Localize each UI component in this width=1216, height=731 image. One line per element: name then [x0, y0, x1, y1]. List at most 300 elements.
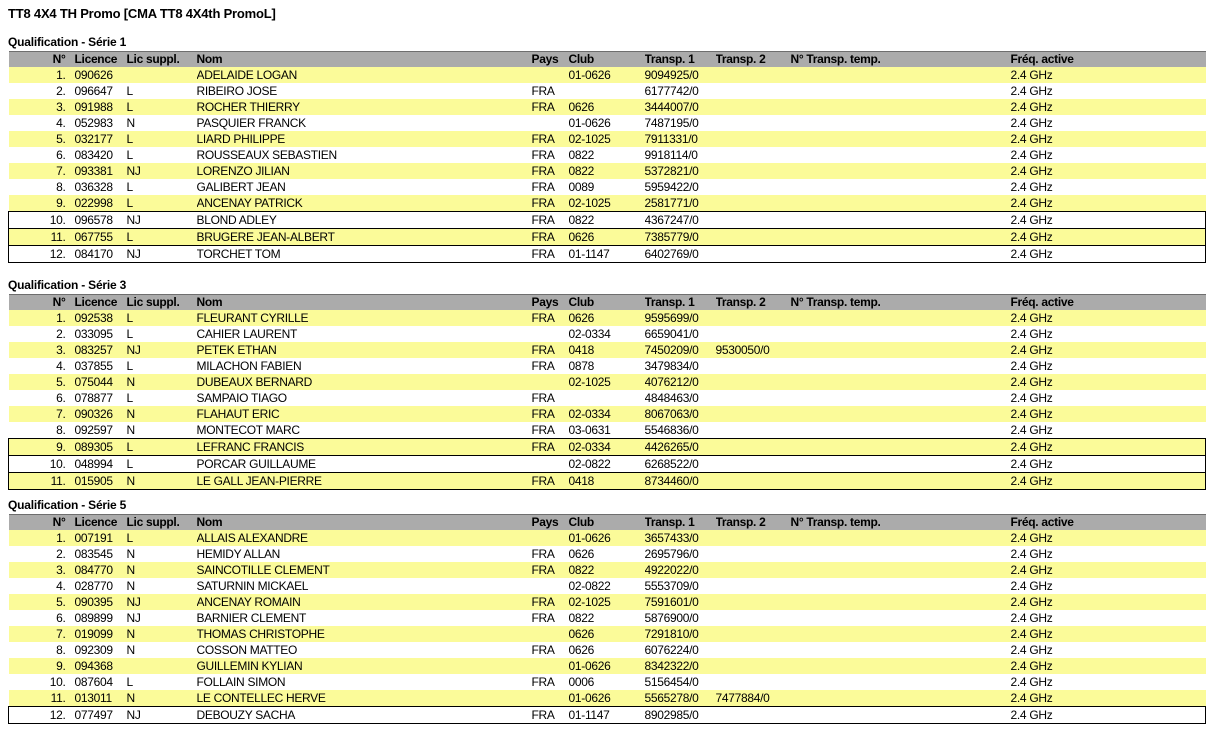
cell-transp1: 6268522/0	[645, 456, 716, 473]
cell-freq: 2.4 GHz	[1011, 195, 1206, 212]
cell-num: 4.	[56, 579, 66, 593]
cell-freq: 2.4 GHz	[1011, 163, 1206, 179]
table-row	[9, 131, 1206, 147]
cell-freq: 2.4 GHz	[1011, 422, 1206, 439]
cell-freq: 2.4 GHz	[1010, 180, 1053, 194]
cell-transp-temp	[791, 342, 1011, 358]
cell-licence: 013011	[69, 690, 126, 707]
table-row	[9, 229, 1206, 246]
cell-transp-temp	[791, 246, 1011, 263]
table-row	[9, 342, 1206, 358]
qualification-table	[8, 514, 1206, 724]
cell-transp-temp	[791, 326, 1011, 342]
cell-transp-temp	[791, 642, 1011, 658]
cell-pays	[532, 67, 569, 83]
cell-lic-suppl: NJ	[126, 246, 197, 263]
cell-num: 6.	[56, 148, 66, 162]
cell-transp-temp	[791, 115, 1011, 131]
cell-lic-suppl: NJ	[126, 611, 141, 625]
column-header-num: N°	[9, 515, 69, 531]
cell-lic-suppl: L	[126, 359, 133, 373]
cell-transp2	[716, 163, 791, 179]
cell-lic-suppl: L	[126, 229, 197, 246]
cell-lic-suppl: L	[126, 456, 197, 473]
column-header-transp1: Transp. 1	[645, 52, 716, 68]
cell-licence: 083545	[74, 547, 113, 561]
table-row	[9, 610, 1206, 626]
cell-transp-temp	[791, 358, 1011, 374]
cell-nom: HEMIDY ALLAN	[196, 547, 281, 561]
cell-num: 7.	[9, 626, 69, 642]
cell-freq: 2.4 GHz	[1010, 579, 1053, 593]
cell-nom: TORCHET TOM	[197, 246, 532, 263]
cell-transp2	[716, 406, 791, 422]
cell-num: 1.	[9, 310, 69, 326]
cell-club: 0626	[569, 626, 645, 642]
cell-pays: FRA	[532, 246, 569, 263]
cell-transp2	[716, 562, 791, 578]
cell-transp-temp	[791, 707, 1011, 724]
cell-club: 01-0626	[569, 530, 645, 546]
cell-transp1: 5553709/0	[644, 579, 699, 593]
cell-freq: 2.4 GHz	[1011, 406, 1206, 422]
cell-club: 02-0334	[569, 406, 645, 422]
cell-transp-temp	[791, 83, 1011, 99]
cell-transp-temp	[791, 674, 1011, 690]
cell-transp2	[716, 658, 791, 674]
cell-transp2	[716, 246, 791, 263]
cell-num: 10.	[9, 212, 69, 229]
table-body	[9, 310, 1206, 490]
cell-licence: 015905	[69, 473, 126, 490]
table-row	[9, 390, 1206, 406]
cell-nom: COSSON MATTEO	[196, 643, 298, 657]
table-row	[9, 195, 1206, 212]
cell-nom: BRUGERE JEAN-ALBERT	[197, 229, 532, 246]
cell-num: 6.	[56, 611, 66, 625]
cell-nom: GUILLEMIN KYLIAN	[197, 658, 532, 674]
cell-freq: 2.4 GHz	[1010, 675, 1053, 689]
cell-transp1: 8067063/0	[645, 406, 716, 422]
cell-licence: 094368	[69, 658, 126, 674]
cell-lic-suppl	[126, 658, 197, 674]
cell-club: 02-0334	[569, 439, 645, 456]
cell-lic-suppl: NJ	[126, 163, 197, 179]
cell-licence: 036328	[74, 180, 113, 194]
cell-transp-temp	[791, 406, 1011, 422]
cell-transp2	[716, 626, 791, 642]
cell-transp2	[716, 147, 791, 163]
cell-transp1: 3444007/0	[645, 99, 716, 115]
table-row	[9, 147, 1206, 163]
table-row	[9, 690, 1206, 707]
cell-pays: FRA	[531, 84, 555, 98]
cell-lic-suppl: L	[126, 439, 197, 456]
cell-pays	[532, 658, 569, 674]
cell-club: 0418	[569, 342, 645, 358]
cell-transp2	[716, 439, 791, 456]
cell-transp-temp	[791, 310, 1011, 326]
cell-freq: 2.4 GHz	[1011, 658, 1206, 674]
section-title: Qualification - Série 5	[8, 498, 127, 512]
cell-lic-suppl: NJ	[126, 212, 197, 229]
cell-club: 0626	[568, 547, 594, 561]
cell-transp2	[716, 358, 791, 374]
cell-nom: LEFRANC FRANCIS	[197, 439, 532, 456]
cell-transp1: 3479834/0	[644, 359, 699, 373]
cell-lic-suppl: N	[126, 579, 135, 593]
cell-licence: 078877	[74, 391, 113, 405]
cell-club: 02-1025	[569, 594, 645, 610]
cell-lic-suppl: N	[126, 473, 197, 490]
cell-nom: SAINCOTILLE CLEMENT	[197, 562, 532, 578]
table-row	[9, 626, 1206, 642]
cell-transp1: 7450209/0	[645, 342, 716, 358]
cell-pays: FRA	[532, 229, 569, 246]
cell-transp2	[716, 99, 791, 115]
cell-transp-temp	[791, 546, 1011, 562]
cell-lic-suppl: NJ	[126, 594, 197, 610]
cell-lic-suppl: L	[126, 195, 197, 212]
cell-num: 2.	[56, 327, 66, 341]
cell-nom: ADELAIDE LOGAN	[197, 67, 532, 83]
cell-num: 8.	[56, 180, 66, 194]
cell-transp1: 9094925/0	[645, 67, 716, 83]
column-header-club: Club	[569, 52, 645, 68]
cell-transp-temp	[791, 690, 1011, 707]
cell-nom: MONTECOT MARC	[197, 422, 532, 439]
cell-transp1: 7291810/0	[645, 626, 716, 642]
cell-freq: 2.4 GHz	[1011, 594, 1206, 610]
cell-transp-temp	[791, 131, 1011, 147]
cell-lic-suppl: L	[126, 530, 197, 546]
cell-freq: 2.4 GHz	[1011, 99, 1206, 115]
cell-num: 5.	[9, 131, 69, 147]
cell-num: 8.	[56, 643, 66, 657]
cell-licence: 083257	[69, 342, 126, 358]
cell-transp1: 2695796/0	[644, 547, 699, 561]
cell-transp2: 7477884/0	[716, 690, 791, 707]
table-row	[9, 83, 1206, 99]
cell-transp1: 7487195/0	[644, 116, 699, 130]
cell-transp-temp	[791, 374, 1011, 390]
cell-lic-suppl: N	[126, 626, 197, 642]
cell-transp2	[716, 422, 791, 439]
cell-transp1: 7911331/0	[645, 131, 716, 147]
cell-transp2	[716, 212, 791, 229]
cell-transp1: 4848463/0	[644, 391, 699, 405]
cell-licence: 052983	[74, 116, 113, 130]
cell-nom: LIARD PHILIPPE	[197, 131, 532, 147]
table-row	[9, 530, 1206, 546]
cell-nom: LE GALL JEAN-PIERRE	[197, 473, 532, 490]
cell-transp1: 2581771/0	[645, 195, 716, 212]
cell-num: 1.	[9, 530, 69, 546]
cell-transp2	[716, 179, 791, 195]
cell-freq: 2.4 GHz	[1011, 310, 1206, 326]
cell-transp-temp	[791, 626, 1011, 642]
cell-transp-temp	[791, 473, 1011, 490]
qualification-table	[8, 51, 1206, 263]
cell-num: 3.	[9, 99, 69, 115]
cell-licence: 048994	[69, 456, 126, 473]
cell-lic-suppl: N	[126, 547, 135, 561]
table-row	[9, 658, 1206, 674]
table-row	[9, 67, 1206, 83]
table-header-row	[9, 515, 1206, 531]
cell-lic-suppl: N	[126, 406, 197, 422]
cell-pays: FRA	[531, 359, 555, 373]
cell-nom: ANCENAY PATRICK	[197, 195, 532, 212]
cell-licence: 083420	[74, 148, 113, 162]
table-row	[9, 406, 1206, 422]
cell-num: 10.	[49, 675, 66, 689]
cell-nom: SATURNIN MICKAEL	[196, 579, 309, 593]
cell-transp-temp	[791, 147, 1011, 163]
cell-club: 0626	[568, 643, 594, 657]
cell-transp-temp	[791, 530, 1011, 546]
cell-num: 9.	[9, 439, 69, 456]
cell-nom: ROCHER THIERRY	[197, 99, 532, 115]
cell-nom: RIBEIRO JOSE	[196, 84, 277, 98]
cell-pays: FRA	[531, 643, 555, 657]
cell-club: 0089	[568, 180, 594, 194]
cell-club: 0626	[569, 310, 645, 326]
cell-freq: 2.4 GHz	[1010, 547, 1053, 561]
qualification-section-serie-1	[8, 35, 1205, 263]
cell-club: 02-0334	[568, 327, 611, 341]
cell-pays: FRA	[532, 163, 569, 179]
cell-num: 5.	[9, 374, 69, 390]
cell-nom: DUBEAUX BERNARD	[197, 374, 532, 390]
cell-num: 3.	[9, 342, 69, 358]
cell-club: 01-0626	[569, 690, 645, 707]
cell-transp1: 7591601/0	[645, 594, 716, 610]
table-row	[9, 99, 1206, 115]
cell-num: 12.	[9, 707, 69, 724]
table-row	[9, 707, 1206, 724]
cell-transp2	[716, 456, 791, 473]
cell-nom: PASQUIER FRANCK	[196, 116, 306, 130]
cell-lic-suppl: N	[126, 643, 135, 657]
column-header-transp-temp: N° Transp. temp.	[791, 515, 1011, 531]
cell-transp-temp	[791, 99, 1011, 115]
cell-pays: FRA	[531, 675, 555, 689]
cell-nom: ROUSSEAUX SEBASTIEN	[196, 148, 337, 162]
cell-lic-suppl: L	[126, 148, 133, 162]
cell-transp2	[716, 115, 791, 131]
cell-club: 02-0822	[569, 456, 645, 473]
cell-licence: 019099	[69, 626, 126, 642]
cell-transp1: 3657433/0	[645, 530, 716, 546]
cell-pays	[532, 690, 569, 707]
cell-num: 7.	[9, 163, 69, 179]
cell-transp2	[716, 67, 791, 83]
cell-transp2	[716, 310, 791, 326]
cell-club: 02-1025	[569, 374, 645, 390]
cell-licence: 033095	[74, 327, 113, 341]
cell-transp2	[716, 674, 791, 690]
cell-transp2: 9530050/0	[716, 342, 791, 358]
cell-club: 02-1025	[569, 195, 645, 212]
cell-transp2	[716, 473, 791, 490]
cell-club: 0822	[568, 148, 594, 162]
cell-transp-temp	[791, 195, 1011, 212]
column-header-licence: Licence	[69, 52, 126, 68]
cell-transp-temp	[791, 456, 1011, 473]
cell-club: 02-0822	[568, 579, 611, 593]
cell-transp1: 8902985/0	[645, 707, 716, 724]
cell-pays	[532, 374, 569, 390]
cell-licence: 090626	[69, 67, 126, 83]
cell-licence: 032177	[69, 131, 126, 147]
cell-pays: FRA	[531, 148, 555, 162]
cell-pays: FRA	[532, 707, 569, 724]
cell-pays	[532, 530, 569, 546]
cell-nom: ANCENAY ROMAIN	[197, 594, 532, 610]
cell-transp-temp	[791, 390, 1011, 406]
cell-pays	[532, 578, 569, 594]
column-header-transp-temp: N° Transp. temp.	[791, 52, 1011, 68]
cell-freq: 2.4 GHz	[1011, 67, 1206, 83]
cell-transp2	[716, 326, 791, 342]
cell-pays: FRA	[531, 391, 555, 405]
cell-num: 5.	[9, 594, 69, 610]
cell-lic-suppl: L	[126, 84, 133, 98]
cell-transp-temp	[791, 67, 1011, 83]
cell-licence: 067755	[69, 229, 126, 246]
cell-pays: FRA	[532, 212, 569, 229]
cell-freq: 2.4 GHz	[1011, 374, 1206, 390]
cell-nom: FOLLAIN SIMON	[196, 675, 286, 689]
table-body	[9, 67, 1206, 263]
cell-lic-suppl: L	[126, 327, 133, 341]
cell-transp2	[716, 707, 791, 724]
column-header-club: Club	[569, 515, 645, 531]
column-header-lic-suppl: Lic suppl.	[126, 52, 197, 68]
cell-transp-temp	[791, 594, 1011, 610]
cell-transp-temp	[791, 562, 1011, 578]
cell-freq: 2.4 GHz	[1010, 359, 1053, 373]
cell-transp2	[716, 229, 791, 246]
cell-pays	[532, 326, 569, 342]
cell-num: 11.	[9, 690, 69, 707]
column-header-lic-suppl: Lic suppl.	[126, 295, 197, 311]
cell-transp1: 6659041/0	[644, 327, 699, 341]
cell-freq: 2.4 GHz	[1011, 707, 1206, 724]
cell-nom: LORENZO JILIAN	[197, 163, 532, 179]
table-row	[9, 212, 1206, 229]
cell-num: 1.	[9, 67, 69, 83]
column-header-nom: Nom	[197, 515, 532, 531]
cell-lic-suppl: N	[126, 690, 197, 707]
cell-num: 11.	[9, 229, 69, 246]
cell-licence: 096578	[69, 212, 126, 229]
cell-num: 11.	[9, 473, 69, 490]
cell-lic-suppl: L	[126, 99, 197, 115]
table-body	[9, 530, 1206, 724]
cell-lic-suppl: N	[126, 562, 197, 578]
cell-transp2	[716, 594, 791, 610]
cell-transp1: 5876900/0	[644, 611, 699, 625]
column-header-pays: Pays	[532, 515, 569, 531]
cell-num: 2.	[56, 547, 66, 561]
table-row	[9, 310, 1206, 326]
cell-pays: FRA	[531, 547, 555, 561]
cell-club: 02-1025	[569, 131, 645, 147]
qualification-table	[8, 294, 1206, 490]
cell-freq: 2.4 GHz	[1011, 562, 1206, 578]
cell-transp1: 4426265/0	[645, 439, 716, 456]
cell-nom: PETEK ETHAN	[197, 342, 532, 358]
cell-num: 4.	[56, 359, 66, 373]
cell-club: 01-0626	[569, 67, 645, 83]
cell-transp1: 8734460/0	[645, 473, 716, 490]
cell-freq: 2.4 GHz	[1011, 212, 1206, 229]
cell-freq: 2.4 GHz	[1010, 391, 1053, 405]
column-header-transp2: Transp. 2	[716, 295, 791, 311]
column-header-licence: Licence	[69, 295, 126, 311]
cell-club	[569, 390, 645, 406]
cell-transp2	[716, 642, 791, 658]
cell-nom: CAHIER LAURENT	[196, 327, 297, 341]
cell-freq: 2.4 GHz	[1010, 84, 1053, 98]
cell-nom: LE CONTELLEC HERVE	[197, 690, 532, 707]
cell-lic-suppl: L	[126, 675, 133, 689]
cell-freq: 2.4 GHz	[1010, 643, 1053, 657]
table-row	[9, 374, 1206, 390]
cell-pays: FRA	[532, 99, 569, 115]
qualification-section-serie-3	[8, 278, 1205, 490]
cell-licence: 077497	[69, 707, 126, 724]
cell-licence: 089305	[69, 439, 126, 456]
cell-num: 2.	[56, 84, 66, 98]
cell-licence: 090395	[69, 594, 126, 610]
cell-nom: GALIBERT JEAN	[196, 180, 286, 194]
cell-transp2	[716, 578, 791, 594]
cell-club: 01-0626	[568, 116, 611, 130]
section-title: Qualification - Série 1	[8, 35, 127, 49]
table-row	[9, 473, 1206, 490]
cell-licence: 089899	[74, 611, 113, 625]
cell-lic-suppl: NJ	[126, 707, 197, 724]
cell-lic-suppl: L	[126, 391, 133, 405]
cell-transp1: 6177742/0	[644, 84, 699, 98]
cell-licence: 028770	[74, 579, 113, 593]
cell-club: 0822	[568, 611, 594, 625]
cell-transp1: 6402769/0	[645, 246, 716, 263]
cell-club: 0822	[569, 212, 645, 229]
cell-pays: FRA	[532, 562, 569, 578]
cell-club: 03-0631	[569, 422, 645, 439]
cell-pays	[532, 456, 569, 473]
cell-transp1: 5546836/0	[645, 422, 716, 439]
column-header-transp1: Transp. 1	[645, 295, 716, 311]
cell-num: 8.	[9, 422, 69, 439]
column-header-transp2: Transp. 2	[716, 52, 791, 68]
cell-freq: 2.4 GHz	[1011, 246, 1206, 263]
cell-nom: FLEURANT CYRILLE	[197, 310, 532, 326]
cell-freq: 2.4 GHz	[1011, 342, 1206, 358]
cell-transp2	[716, 195, 791, 212]
table-header-row	[9, 52, 1206, 68]
cell-num: 9.	[9, 658, 69, 674]
cell-pays: FRA	[531, 180, 555, 194]
cell-pays: FRA	[532, 342, 569, 358]
cell-transp1: 5156454/0	[644, 675, 699, 689]
cell-freq: 2.4 GHz	[1011, 439, 1206, 456]
cell-pays: FRA	[532, 473, 569, 490]
